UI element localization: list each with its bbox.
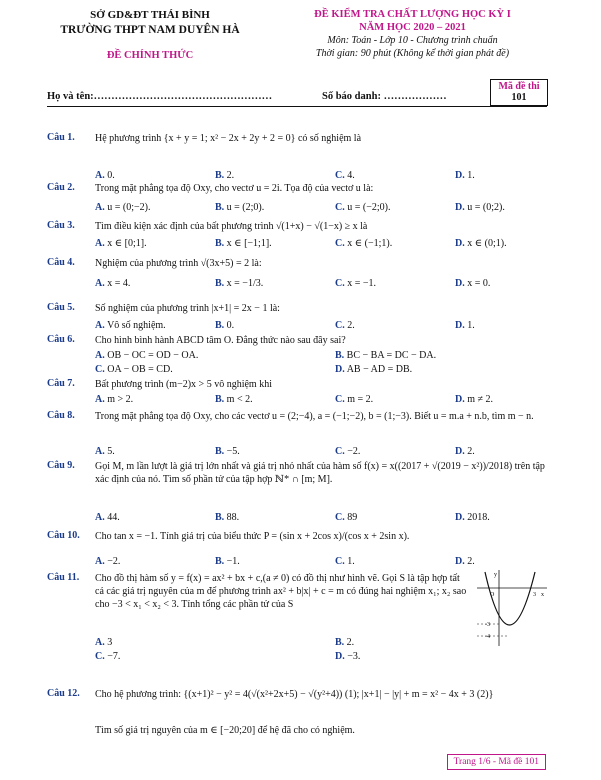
option-letter: D. (455, 320, 465, 331)
option-letter: C. (335, 556, 345, 567)
option-text: u = (2;0). (226, 202, 265, 213)
option-text: x ∈ (0;1). (467, 238, 507, 249)
question-number: Câu 3. (47, 220, 75, 231)
option-letter: C. (335, 278, 345, 289)
option-letter: C. (335, 394, 345, 405)
option-a[interactable] (95, 278, 130, 289)
option-text: −5. (226, 446, 240, 457)
option-c[interactable] (335, 320, 355, 331)
option-text: x = 0. (467, 278, 491, 289)
option-text: 2. (467, 556, 475, 567)
question-number: Câu 2. (47, 182, 75, 193)
question-text: Trong mặt phẳng tọa độ Oxy, cho vectơ u = 2i. Tọa độ của vectơ u là: (95, 183, 374, 194)
option-b[interactable] (215, 202, 264, 213)
question-number: Câu 12. (47, 688, 80, 699)
option-letter: D. (455, 512, 465, 523)
ym3-label: -3 (485, 622, 490, 628)
question-text: Nghiệm của phương trình √(3x+5) = 2 là: (95, 258, 262, 269)
option-letter: A. (95, 350, 105, 361)
option-text: −2. (347, 446, 361, 457)
option-text: x ∈ [0;1]. (107, 238, 147, 249)
option-letter: C. (95, 651, 105, 662)
option-text: 44. (107, 512, 120, 523)
option-text: x = −1. (347, 278, 377, 289)
parabola-curve (485, 572, 535, 625)
option-b[interactable] (335, 637, 354, 648)
option-text: 5. (107, 446, 115, 457)
option-letter: D. (455, 202, 465, 213)
option-text: 4. (347, 170, 355, 181)
option-d[interactable] (455, 170, 475, 181)
question-text: Hệ phương trình {x + y = 1; x² − 2x + 2y + 2 = 0} có số nghiệm là (95, 133, 362, 144)
option-c[interactable] (335, 512, 357, 523)
question-text: Gọi M, m lần lượt là giá trị lớn nhất và giá trị nhỏ nhất của hàm số f(x) = x((2017 + √(2019 − x²))/2018) trên tập xác định của nó. Tìm số phần tử của tập hợp ℕ* ∩ [m; M]. (95, 461, 545, 485)
option-b[interactable] (335, 350, 436, 361)
option-letter: A. (95, 278, 105, 289)
option-letter: B. (335, 350, 345, 361)
option-text: m ≠ 2. (467, 394, 494, 405)
option-d[interactable] (455, 202, 505, 213)
option-d[interactable] (455, 394, 493, 405)
header-divider (47, 106, 547, 107)
option-letter: A. (95, 446, 105, 457)
option-a[interactable] (95, 238, 147, 249)
x-label: x (541, 592, 544, 598)
x3-label: 3 (533, 592, 536, 598)
option-text: x ∈ [−1;1]. (226, 238, 272, 249)
option-text: m < 2. (226, 394, 253, 405)
option-d[interactable] (335, 364, 412, 375)
option-b[interactable] (215, 170, 234, 181)
code-label: Mã đề thi (498, 81, 540, 92)
option-letter: C. (335, 170, 345, 181)
option-b[interactable] (215, 446, 240, 457)
option-text: 1. (467, 320, 475, 331)
origin-label: O (490, 592, 495, 598)
option-text: 2018. (467, 512, 490, 523)
option-c[interactable] (335, 238, 392, 249)
dept-name: SỞ GD&ĐT THÁI BÌNH (90, 9, 210, 21)
option-letter: C. (335, 446, 345, 457)
question-number: Câu 8. (47, 410, 75, 421)
option-text: −2. (107, 556, 121, 567)
question-number: Câu 9. (47, 460, 75, 471)
option-text: 2. (346, 637, 355, 648)
option-a[interactable] (95, 637, 112, 648)
option-c[interactable] (95, 364, 173, 375)
question-text: Bất phương trình (m−2)x > 5 vô nghiệm khi (95, 379, 272, 390)
option-letter: B. (335, 637, 345, 648)
option-text: u = (−2;0). (347, 202, 391, 213)
question-text: Cho hệ phương trình: {(x+1)² − y² = 4(√(x²+2x+5) − √(y²+4)) (1); |x+1| − |y| + m = x² − 4x + 3 (2)} (95, 689, 494, 700)
option-d[interactable] (455, 512, 490, 523)
option-letter: D. (455, 278, 465, 289)
question-text: Cho tan x = −1. Tính giá trị của biểu thức P = (sin x + 2cos x)/(cos x + 2sin x). (95, 531, 410, 542)
option-b[interactable] (215, 512, 239, 523)
option-c[interactable] (335, 278, 376, 289)
question-text: Cho hình bình hành ABCD tâm O. Đẳng thức nào sau đây sai? (95, 335, 346, 346)
id-field: Số báo danh: ……………… (322, 91, 447, 102)
option-text: x = 4. (107, 278, 131, 289)
option-letter: C. (95, 364, 105, 375)
option-b[interactable] (215, 320, 234, 331)
option-a[interactable] (95, 320, 166, 331)
question-number: Câu 1. (47, 132, 75, 143)
question-text: Tìm điều kiện xác định của bất phương trình √(1+x) − √(1−x) ≥ x là (95, 221, 368, 232)
option-d[interactable] (455, 278, 490, 289)
option-d[interactable] (455, 446, 475, 457)
option-text: 2. (226, 170, 235, 181)
option-text: −7. (107, 651, 121, 662)
parabola-graph (475, 566, 550, 648)
option-letter: D. (455, 170, 465, 181)
question-text: Trong mặt phẳng tọa độ Oxy, cho các vectơ u = (2;−4), a = (−1;−2), b = (1;−3). Biết u = m.a + n.b, tìm m − n. (95, 411, 534, 422)
question-number: Câu 10. (47, 530, 80, 541)
option-a[interactable] (95, 170, 115, 181)
option-letter: A. (95, 202, 105, 213)
option-a[interactable] (95, 512, 120, 523)
name-field: Họ và tên:…………………………………………… (47, 91, 273, 102)
option-c[interactable] (335, 202, 390, 213)
option-b[interactable] (215, 394, 253, 405)
code-value: 101 (511, 92, 527, 103)
option-c[interactable] (335, 556, 355, 567)
exam-subject: Môn: Toán - Lớp 10 - Chương trình chuẩn (327, 35, 498, 46)
option-letter: C. (335, 512, 345, 523)
option-b[interactable] (215, 238, 272, 249)
option-text: 89 (347, 512, 358, 523)
option-letter: C. (335, 202, 345, 213)
option-letter: A. (95, 394, 105, 405)
option-text: m > 2. (107, 394, 134, 405)
option-letter: D. (335, 364, 345, 375)
page-footer: Trang 1/6 - Mã đề 101 (447, 754, 546, 770)
option-letter: B. (215, 320, 225, 331)
option-letter: D. (455, 556, 465, 567)
option-letter: C. (335, 320, 345, 331)
question-number: Câu 6. (47, 334, 75, 345)
school-name: TRƯỜNG THPT NAM DUYÊN HÀ (60, 24, 240, 36)
option-text: 0. (107, 170, 115, 181)
option-text: 2. (347, 320, 355, 331)
option-letter: A. (95, 170, 105, 181)
option-letter: D. (455, 446, 465, 457)
option-a[interactable] (95, 556, 120, 567)
option-letter: B. (215, 556, 225, 567)
option-text: m = 2. (347, 394, 374, 405)
exam-time: Thời gian: 90 phút (Không kể thời gian phát đề) (315, 48, 510, 59)
exam-header (285, 8, 540, 60)
option-text: u = (0;−2). (107, 202, 151, 213)
option-c[interactable] (335, 170, 355, 181)
option-d[interactable] (455, 556, 475, 567)
option-text: OA − OB = CD. (107, 364, 173, 375)
option-letter: B. (215, 202, 225, 213)
option-d[interactable] (455, 320, 475, 331)
option-text: AB − AD = DB. (346, 364, 413, 375)
exam-year: NĂM HỌC 2020 – 2021 (359, 22, 466, 33)
option-d[interactable] (455, 238, 507, 249)
option-letter: C. (335, 238, 345, 249)
school-header (50, 8, 250, 63)
option-a[interactable] (95, 202, 150, 213)
option-b[interactable] (215, 556, 240, 567)
question-number: Câu 5. (47, 302, 75, 313)
exam-code-box (490, 79, 548, 106)
option-letter: A. (95, 512, 105, 523)
option-c[interactable] (335, 394, 373, 405)
option-a[interactable] (95, 394, 133, 405)
option-text: x ∈ (−1;1). (347, 238, 393, 249)
option-letter: B. (215, 170, 225, 181)
option-letter: D. (455, 394, 465, 405)
option-text: x = −1/3. (226, 278, 264, 289)
option-c[interactable] (95, 651, 120, 662)
option-c[interactable] (335, 446, 360, 457)
official-label: ĐỀ CHÍNH THỨC (106, 50, 194, 61)
option-letter: A. (95, 238, 105, 249)
option-letter: B. (215, 512, 225, 523)
option-letter: B. (215, 446, 225, 457)
option-letter: B. (215, 278, 225, 289)
option-text: 0. (226, 320, 235, 331)
exam-title: ĐỀ KIỂM TRA CHẤT LƯỢNG HỌC KỲ I (314, 9, 511, 20)
option-text: 88. (226, 512, 240, 523)
ym4-label: -4 (485, 634, 490, 640)
option-letter: D. (455, 238, 465, 249)
option-letter: B. (215, 394, 225, 405)
y-label: y (494, 572, 497, 578)
option-text: 2. (467, 446, 475, 457)
option-text: OB − OC = OD − OA. (107, 350, 199, 361)
question-text: Số nghiệm của phương trình |x+1| = 2x − 1 là: (95, 303, 280, 314)
option-d[interactable] (335, 651, 360, 662)
option-letter: D. (335, 651, 345, 662)
question-subtext: Tìm số giá trị nguyên của m ∈ [−20;20] để hệ đã cho có nghiệm. (95, 725, 355, 736)
option-text: u = (0;2). (467, 202, 505, 213)
option-text: 1. (347, 556, 355, 567)
option-text: Vô số nghiệm. (107, 320, 166, 331)
option-a[interactable] (95, 350, 198, 361)
option-letter: A. (95, 637, 105, 648)
option-letter: A. (95, 320, 105, 331)
option-text: −3. (347, 651, 361, 662)
option-text: 3 (107, 637, 113, 648)
question-number: Câu 11. (47, 572, 80, 583)
question-number: Câu 4. (47, 257, 75, 268)
option-letter: B. (215, 238, 225, 249)
option-text: 1. (467, 170, 475, 181)
option-letter: A. (95, 556, 105, 567)
question-number: Câu 7. (47, 378, 75, 389)
option-text: BC − BA = DC − DA. (346, 350, 437, 361)
question-text: Cho đồ thị hàm số y = f(x) = ax² + bx + c,(a ≠ 0) có đồ thị như hình vẽ. Gọi S là tập hợp tất cả các giá trị nguyên của m để phương trình ax² + b|x| + c = m có đúng hai nghiệm x₁; x₂ sao cho −3 < x₁ < x₂ < 3. Tính tổng các phần tử của S (95, 573, 467, 610)
option-b[interactable] (215, 278, 263, 289)
option-a[interactable] (95, 446, 115, 457)
option-text: −1. (226, 556, 240, 567)
